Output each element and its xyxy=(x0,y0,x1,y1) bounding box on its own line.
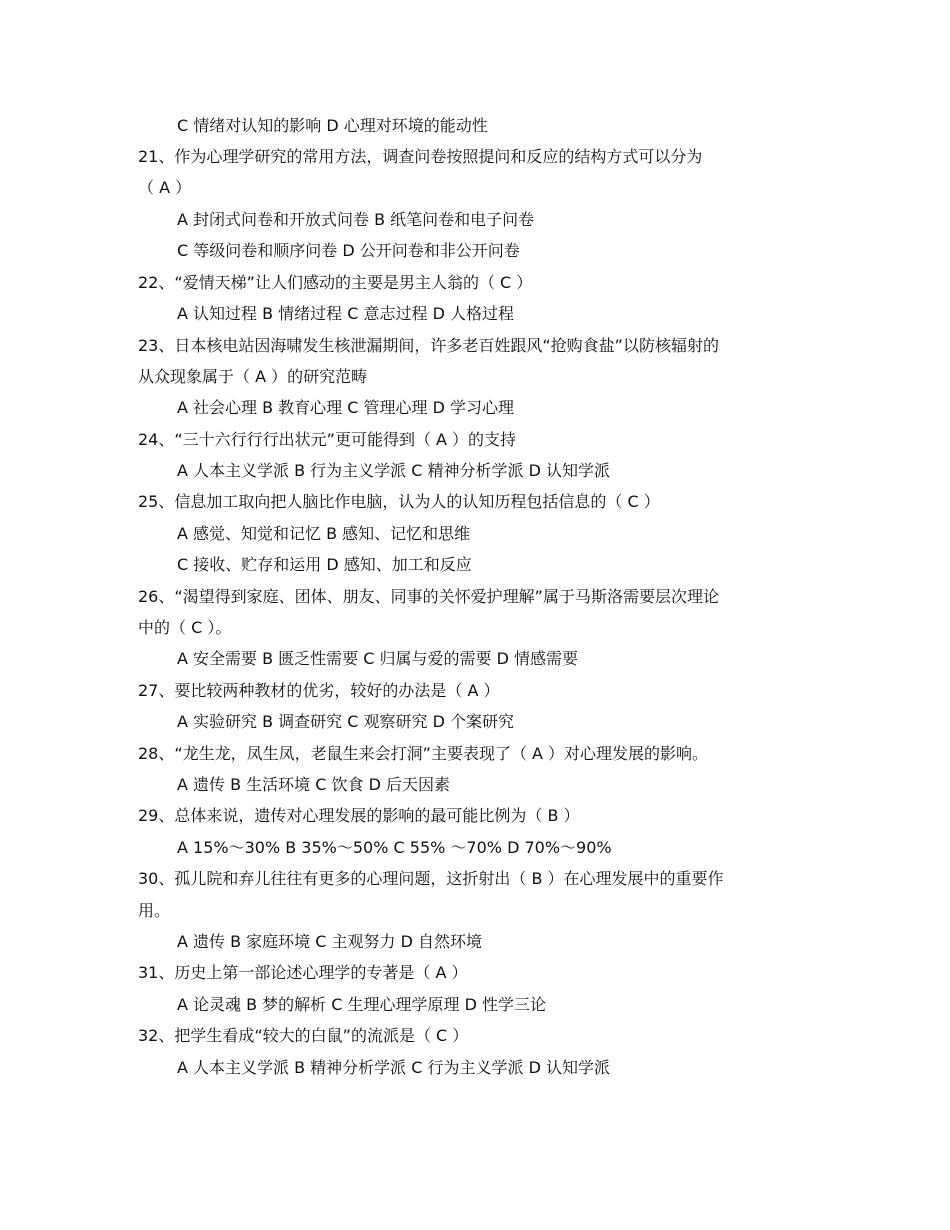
option-line: A 感觉、知觉和记忆 B 感知、记忆和思维 xyxy=(177,524,471,543)
question-line: 28、“龙生龙，凤生凤，老鼠生来会打洞”主要表现了（ A ）对心理发展的影响。 xyxy=(138,744,709,763)
question-line: 25、信息加工取向把人脑比作电脑，认为人的认知历程包括信息的（ C ） xyxy=(138,492,660,511)
option-line: A 认知过程 B 情绪过程 C 意志过程 D 人格过程 xyxy=(177,304,515,323)
option-line: A 社会心理 B 教育心理 C 管理心理 D 学习心理 xyxy=(177,398,515,417)
question-line: 26、“渴望得到家庭、团体、朋友、同事的关怀爱护理解”属于马斯洛需要层次理论 xyxy=(138,587,719,606)
question-line: 用。 xyxy=(138,901,171,920)
question-line: 23、日本核电站因海啸发生核泄漏期间，许多老百姓跟风“抢购食盐”以防核辐射的 xyxy=(138,336,719,355)
question-line: 24、“三十六行行行出状元”更可能得到（ A ）的支持 xyxy=(138,430,517,449)
question-line: 31、历史上第一部论述心理学的专著是（ A ） xyxy=(138,963,468,982)
option-line: A 遗传 B 家庭环境 C 主观努力 D 自然环境 xyxy=(177,932,483,951)
option-line: A 人本主义学派 B 行为主义学派 C 精神分析学派 D 认知学派 xyxy=(177,461,611,480)
option-line: C 等级问卷和顺序问卷 D 公开问卷和非公开问卷 xyxy=(177,241,520,260)
question-line: 27、要比较两种教材的优劣，较好的办法是（ A ） xyxy=(138,681,500,700)
question-line: 从众现象属于（ A ）的研究范畴 xyxy=(138,367,368,386)
option-line: A 论灵魂 B 梦的解析 C 生理心理学原理 D 性学三论 xyxy=(177,995,547,1014)
option-line: C 接收、贮存和运用 D 感知、加工和反应 xyxy=(177,555,472,574)
question-line: 30、孤儿院和弃儿往往有更多的心理问题，这折射出（ B ）在心理发展中的重要作 xyxy=(138,869,724,888)
question-line: 22、“爱情天梯”让人们感动的主要是男主人翁的（ C ） xyxy=(138,273,533,292)
question-line: 29、总体来说，遗传对心理发展的影响的最可能比例为（ B ） xyxy=(138,806,580,825)
question-line: 中的（ C ）。 xyxy=(138,618,232,637)
question-line: （ A ） xyxy=(138,178,192,197)
question-line: 32、把学生看成“较大的白鼠”的流派是（ C ） xyxy=(138,1026,469,1045)
option-line: C 情绪对认知的影响 D 心理对环境的能动性 xyxy=(177,116,488,135)
option-line: A 实验研究 B 调查研究 C 观察研究 D 个案研究 xyxy=(177,712,515,731)
option-line: A 15%～30% B 35%～50% C 55% ～70% D 70%～90% xyxy=(177,838,612,857)
option-line: A 安全需要 B 匮乏性需要 C 归属与爱的需要 D 情感需要 xyxy=(177,649,579,668)
question-line: 21、作为心理学研究的常用方法，调查问卷按照提问和反应的结构方式可以分为 xyxy=(138,147,703,166)
option-line: A 人本主义学派 B 精神分析学派 C 行为主义学派 D 认知学派 xyxy=(177,1058,611,1077)
option-line: A 封闭式问卷和开放式问卷 B 纸笔问卷和电子问卷 xyxy=(177,210,535,229)
option-line: A 遗传 B 生活环境 C 饮食 D 后天因素 xyxy=(177,775,451,794)
